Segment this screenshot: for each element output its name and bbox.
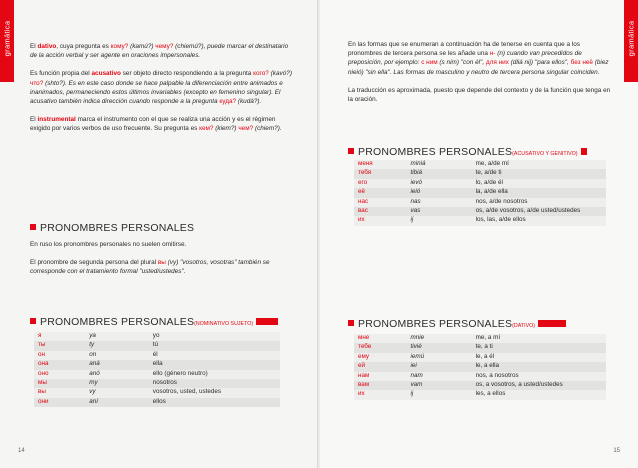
russian-pronoun: их: [354, 390, 407, 399]
russian-pronoun: мы: [34, 379, 85, 388]
left-body-2: [30, 240, 292, 286]
transliteration: on: [85, 351, 149, 360]
table-row: [34, 351, 280, 360]
spanish-translation: vosotros, usted, ustedes: [149, 388, 280, 397]
transliteration: ieió: [407, 188, 472, 197]
transliteration: my: [85, 379, 149, 388]
translation-note: La traducción es aproximada, puesto que depende del contexto y de la función que tenga en la oración.: [348, 86, 611, 104]
right-page: [320, 0, 638, 468]
table-row: [354, 169, 606, 178]
table-row: [34, 379, 280, 388]
table-row: [354, 353, 606, 362]
spanish-translation: os, a vosotros, a usted/ustedes: [472, 381, 606, 390]
transliteration: vas: [407, 207, 472, 216]
table-row: [354, 207, 606, 216]
left-body: [30, 42, 292, 143]
spanish-translation: me, a/de mí: [472, 160, 606, 169]
russian-pronoun: я: [34, 332, 85, 341]
table-row: [34, 332, 280, 341]
spanish-translation: los, las, a/de ellos: [472, 216, 606, 225]
dative-paragraph: El dativo, cuya pregunta es кому? (kamú?) чему? (chiemú?), puede marcar el destinatario de la acción verbal y ser agente en oraciones impersonales.: [30, 43, 289, 60]
transliteration: ievó: [407, 179, 472, 188]
formal-address-note: El pronombre de segunda persona del plural вы (vy) "vosotros, vosotras" también se corresponde con el tratamiento formal "usted/ustedes".: [30, 259, 270, 276]
table-row: [354, 362, 606, 371]
spanish-translation: le, a ella: [472, 362, 606, 371]
left-page: [0, 0, 318, 468]
russian-pronoun: ты: [34, 341, 85, 350]
russian-pronoun: меня: [354, 160, 407, 169]
table-row: [34, 360, 280, 369]
table-row: [34, 341, 280, 350]
russian-pronoun: его: [354, 179, 407, 188]
transliteration: mnie: [407, 334, 472, 343]
table-row: [354, 381, 606, 390]
table-row: [354, 334, 606, 343]
accusative-table: [354, 160, 606, 226]
right-body: [348, 40, 613, 113]
spanish-translation: él: [149, 351, 280, 360]
table-row: [354, 216, 606, 225]
spanish-translation: os, a/de vosotros, a/de usted/ustedes: [472, 207, 606, 216]
russian-pronoun: её: [354, 188, 407, 197]
table-heading-accusative: PRONOMBRES PERSONALES(ACUSATIVO Y GENITIVO): [348, 146, 587, 158]
russian-pronoun: их: [354, 216, 407, 225]
transliteration: tivié: [407, 343, 472, 352]
instrumental-paragraph: El instrumental marca el instrumento con el que se realiza una acción y es el régimen exigido por varios verbos de uso frecuente. Su pregunta es кем? (kiem?) чем? (chiem?).: [30, 116, 282, 133]
russian-pronoun: тебе: [354, 343, 407, 352]
table-row: [354, 372, 606, 381]
table-row: [354, 390, 606, 399]
spanish-translation: ella: [149, 360, 280, 369]
transliteration: miniá: [407, 160, 472, 169]
transliteration: vam: [407, 381, 472, 390]
spanish-translation: les, a ellos: [472, 390, 606, 399]
russian-pronoun: он: [34, 351, 85, 360]
transliteration: ij: [407, 216, 472, 225]
transliteration: iemú: [407, 353, 472, 362]
section-heading: PRONOMBRES PERSONALES: [30, 222, 194, 234]
spanish-translation: lo, a/de él: [472, 179, 606, 188]
russian-pronoun: вам: [354, 381, 407, 390]
russian-pronoun: тебя: [354, 169, 407, 178]
spanish-translation: la, a/de ella: [472, 188, 606, 197]
table-heading-dative: PRONOMBRES PERSONALES(DATIVO): [348, 318, 566, 330]
transliteration: ya: [85, 332, 149, 341]
russian-pronoun: нам: [354, 372, 407, 381]
russian-pronoun: они: [34, 398, 85, 407]
spanish-translation: nosotros: [149, 379, 280, 388]
omission-note: En ruso los pronombres personales no suelen omitirse.: [30, 241, 187, 248]
transliteration: iei: [407, 362, 472, 371]
table-row: [354, 179, 606, 188]
transliteration: tibiá: [407, 169, 472, 178]
accusative-paragraph: Es función propia del acusativo ser objeto directo respondiendo a la pregunta кого? (kavó?) что? (shto?). Es en este caso donde se hace palpable la diferenciación entre animados e inanimados, permaneciendo estos últimos invariables (excepto en femenino singular). El acusativo también indica dirección cuando responde a la pregunta куда? (kudá?).: [30, 70, 292, 106]
dative-table: [354, 334, 606, 400]
table-row: [354, 198, 606, 207]
page-number: 14: [18, 448, 25, 454]
russian-pronoun: вы: [34, 388, 85, 397]
russian-pronoun: нас: [354, 198, 407, 207]
table-row: [354, 188, 606, 197]
nominative-table: [34, 332, 280, 407]
spanish-translation: yo: [149, 332, 280, 341]
transliteration: nas: [407, 198, 472, 207]
russian-pronoun: она: [34, 360, 85, 369]
russian-pronoun: ему: [354, 353, 407, 362]
table-row: [354, 160, 606, 169]
spanish-translation: te, a ti: [472, 343, 606, 352]
table-row: [34, 370, 280, 379]
transliteration: aná: [85, 360, 149, 369]
preposition-note: En las formas que se enumeran a continuación ha de tenerse en cuenta que a los pronombres de tercera persona se les añade una н- (n) cuando van precedidos de preposición, por ejemplo: с ним (s nim) "con él", для них (dliá nij) "para ellos", без неё (biez nieió) "sin ella". Las formas de masculino y neutro de tercera persona singular coinciden.: [348, 41, 609, 76]
transliteration: ty: [85, 341, 149, 350]
transliteration: anó: [85, 370, 149, 379]
spanish-translation: me, a mí: [472, 334, 606, 343]
transliteration: nam: [407, 372, 472, 381]
spanish-translation: nos, a nosotros: [472, 372, 606, 381]
table-row: [354, 343, 606, 352]
table-row: [34, 388, 280, 397]
transliteration: aní: [85, 398, 149, 407]
spanish-translation: te, a/de ti: [472, 169, 606, 178]
transliteration: vy: [85, 388, 149, 397]
spanish-translation: le, a él: [472, 353, 606, 362]
spanish-translation: nos, a/de nosotros: [472, 198, 606, 207]
spanish-translation: tú: [149, 341, 280, 350]
section-tab: gramática: [624, 0, 638, 82]
table-heading-nominative: PRONOMBRES PERSONALES(NOMINATIVO SUJETO): [30, 316, 278, 328]
russian-pronoun: вас: [354, 207, 407, 216]
russian-pronoun: оно: [34, 370, 85, 379]
transliteration: ij: [407, 390, 472, 399]
section-tab: gramática: [0, 0, 14, 82]
spanish-translation: ellos: [149, 398, 280, 407]
russian-pronoun: ей: [354, 362, 407, 371]
spanish-translation: ello (género neutro): [149, 370, 280, 379]
russian-pronoun: мне: [354, 334, 407, 343]
page-number: 15: [613, 448, 620, 454]
table-row: [34, 398, 280, 407]
